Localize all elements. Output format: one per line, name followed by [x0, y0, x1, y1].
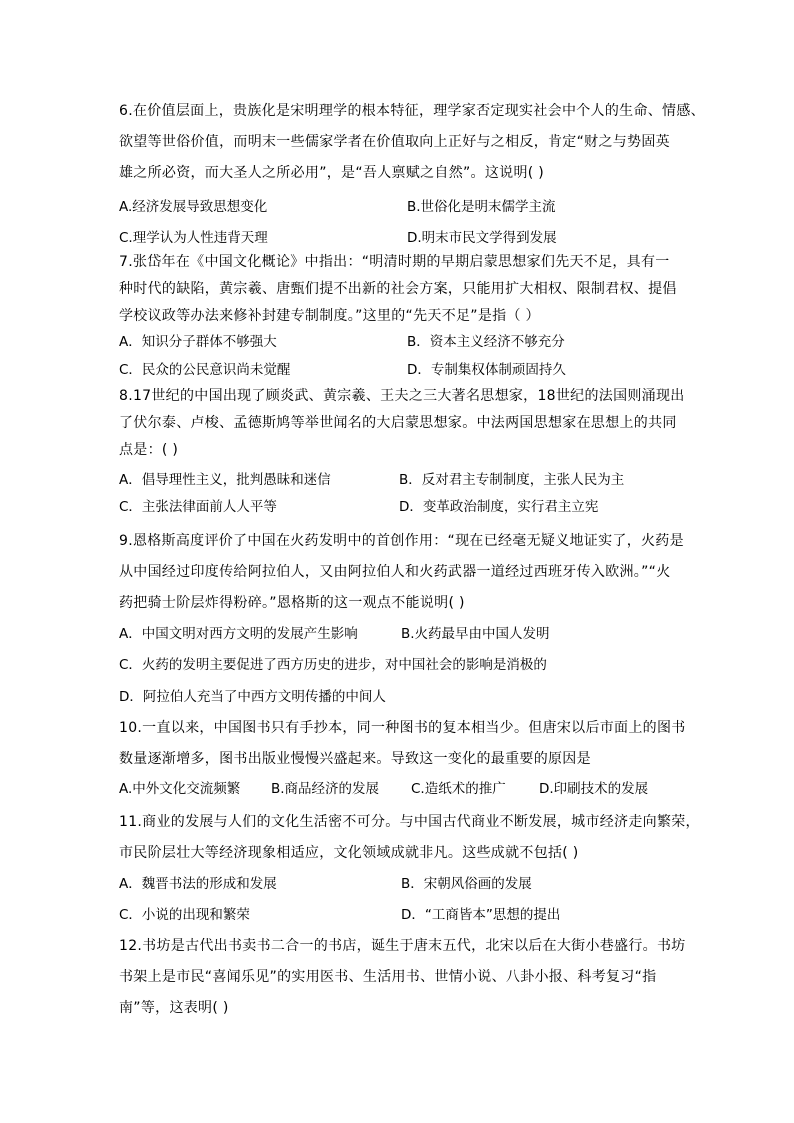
- option-a: A．中国文明对西方文明的发展产生影响: [119, 626, 358, 642]
- option-c: C．小说的出现和繁荣: [119, 907, 250, 923]
- stem-line: 6.在价值层面上，贵族化是宋明理学的根本特征，理学家否定现实社会中个人的生命、情感、: [119, 103, 705, 119]
- option-c: C．主张法律面前人人平等: [119, 499, 277, 515]
- stem-line: 8.17世纪的中国出现了顾炎武、黄宗羲、王夫之三大著名思想家，18世纪的法国则涌现出: [119, 388, 685, 404]
- option-c: C.造纸术的推广: [411, 781, 506, 797]
- stem-line: 9.恩格斯高度评价了中国在火药发明中的首创作用：“现在已经毫无疑义地证实了，火药是: [119, 533, 684, 549]
- option-b: B.商品经济的发展: [271, 781, 380, 797]
- stem-line: 学校议政等办法来修补封建专制制度。”这里的“先天不足”是指（ ）: [119, 308, 540, 324]
- option-b: B．反对君主专制制度，主张人民为主: [399, 472, 625, 488]
- option-a: A．倡导理性主义，批判愚昧和迷信: [119, 472, 331, 488]
- stem-line: 从中国经过印度传给阿拉伯人，又由阿拉伯人和火药武器一道经过西班牙传入欧洲。”“火: [119, 564, 671, 580]
- option-c: C.理学认为人性违背天理: [119, 230, 268, 246]
- option-d: D.印刷技术的发展: [539, 781, 649, 797]
- stem-line: 书架上是市民“喜闻乐见”的实用医书、生活用书、世情小说、八卦小报、科考复习“指: [119, 969, 657, 985]
- option-a: A．知识分子群体不够强大: [119, 334, 277, 350]
- option-b: B．资本主义经济不够充分: [407, 334, 565, 350]
- stem-line: 欲望等世俗价值，而明末一些儒家学者在价值取向上正好与之相反，肯定“财之与势固英: [119, 134, 670, 150]
- option-d: D.明末市民文学得到发展: [407, 230, 557, 246]
- option-d: D．阿拉伯人充当了中西方文明传播的中间人: [119, 689, 386, 705]
- option-b: B.世俗化是明末儒学主流: [407, 199, 556, 215]
- stem-line: 7.张岱年在《中国文化概论》中指出：“明清时期的早期启蒙思想家们先天不足，具有一: [119, 254, 670, 270]
- stem-line: 点是：( ): [119, 442, 179, 458]
- option-c: C．火药的发明主要促进了西方历史的进步，对中国社会的影响是消极的: [119, 657, 547, 673]
- stem-line: 数量逐渐增多，图书出版业慢慢兴盛起来。导致这一变化的最重要的原因是: [119, 751, 591, 767]
- option-c: C．民众的公民意识尚未觉醒: [119, 362, 291, 378]
- stem-line: 药把骑士阶层炸得粉碎。”恩格斯的这一观点不能说明( ): [119, 595, 465, 611]
- option-d: D．“工商皆本”思想的提出: [401, 907, 561, 923]
- option-d: D．变革政治制度，实行君主立宪: [399, 499, 599, 515]
- stem-line: 了伏尔泰、卢梭、孟德斯鸠等举世闻名的大启蒙思想家。中法两国思想家在思想上的共同: [119, 415, 677, 431]
- option-b: B．宋朝风俗画的发展: [401, 876, 532, 892]
- option-d: D．专制集权体制顽固持久: [407, 362, 566, 378]
- option-a: A.经济发展导致思想变化: [119, 199, 268, 215]
- stem-line: 12.书坊是古代出书卖书二合一的书店，诞生于唐末五代，北宋以后在大街小巷盛行。书坊: [119, 938, 686, 954]
- stem-line: 雄之所必资，而大圣人之所必用”，是“吾人禀赋之自然”。这说明( ): [119, 165, 545, 181]
- option-b: B.火药最早由中国人发明: [401, 626, 550, 642]
- option-a: A．魏晋书法的形成和发展: [119, 876, 277, 892]
- stem-line: 11.商业的发展与人们的文化生活密不可分。与中国古代商业不断发展，城市经济走向繁荣，: [119, 814, 700, 830]
- stem-line: 市民阶层壮大等经济现象相适应，文化领域成就非凡。这些成就不包括( ): [119, 845, 579, 861]
- stem-line: 种时代的缺陷，黄宗羲、唐甄们提不出新的社会方案，只能用扩大相权、限制君权、提倡: [119, 281, 677, 297]
- option-a: A.中外文化交流频繁: [119, 781, 241, 797]
- stem-line: 南”等，这表明( ): [119, 1000, 229, 1016]
- stem-line: 10.一直以来，中国图书只有手抄本，同一种图书的复本相当少。但唐宋以后市面上的图书: [119, 720, 686, 736]
